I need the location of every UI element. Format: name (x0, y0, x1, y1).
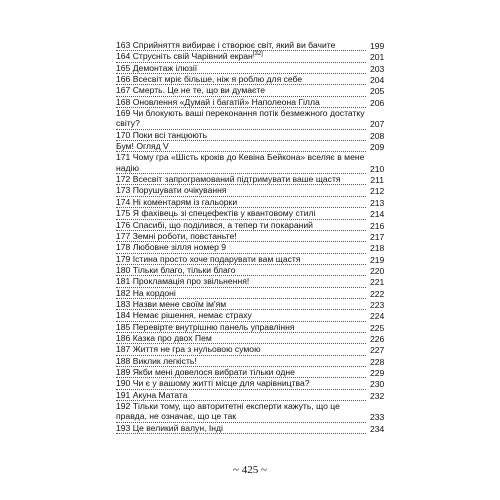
toc-entry-title-text: 193 Це великий валун, Інді (116, 422, 223, 433)
toc-entry (116, 288, 384, 299)
toc-entry (116, 322, 384, 333)
toc-entry (116, 85, 384, 96)
toc-entry (116, 423, 384, 434)
toc-entry-title-text: 165 Демонтаж ілюзії (116, 62, 198, 73)
toc-entry-page-number: 207 (370, 119, 385, 130)
toc-entry-page-number: 216 (370, 220, 385, 231)
toc-entry (116, 40, 384, 51)
toc-entry (116, 74, 384, 85)
toc-entry-title (116, 344, 366, 355)
toc-entry (116, 276, 384, 287)
toc-entry-page-number: 229 (370, 367, 385, 378)
toc-entry-title-text: 192 Тільки тому, що авторитетні експерти кажуть, що це правда, не означає, що це так (116, 401, 340, 422)
toc-entry-page-number: 203 (370, 63, 385, 74)
toc-entry-page-number: 221 (370, 277, 385, 288)
toc-entry-page-number: 233 (370, 412, 385, 423)
toc-entry-title (116, 254, 366, 265)
toc-entry-title (116, 265, 366, 276)
toc-entry-page-number: 206 (370, 97, 385, 108)
toc-entry-title-text: 167 Смерть. Це не те, що ви думаєте (116, 85, 266, 96)
toc-entry (116, 141, 384, 152)
toc-entry-page-number: 230 (370, 379, 385, 390)
toc-entry (116, 220, 384, 231)
toc-entry-title-text: 190 Чи є у вашому житті місце для чарівництва? (116, 378, 310, 389)
toc-entry-title (116, 141, 366, 152)
toc-entry (116, 208, 384, 219)
toc-entry-title (116, 378, 366, 389)
toc-entry (116, 390, 384, 401)
toc-entry-title-text: 187 Життя не гра з нульовою сумою (116, 344, 261, 355)
toc-entry-title-text: 179 Істина просто хоче подарувати вам щастя (116, 253, 301, 264)
toc-entry (116, 231, 384, 242)
toc-entry-title-text: 183 Назви мене своїм ім'ям (116, 298, 227, 309)
footnote-marker: [32] (252, 51, 263, 58)
toc-entry (116, 333, 384, 344)
toc-entry-title (116, 423, 366, 434)
toc-entry-title-text: 164 Струсніть свій Чарівний екран (116, 51, 253, 62)
toc-entry-title (116, 299, 366, 310)
toc-entry-title-text: 185 Перевірте внутрішню панель управління (116, 321, 295, 332)
toc-entry-title (116, 185, 366, 196)
toc-entry-title-text: 191 Акуна Матата (116, 389, 188, 400)
toc-entry-page-number: 222 (370, 288, 385, 299)
toc-entry (116, 152, 384, 174)
toc-entry-page-number: 224 (370, 311, 385, 322)
toc-entry-title (116, 197, 366, 208)
toc-entry (116, 367, 384, 378)
toc-entry-title-text: 186 Казка про двох Пем (116, 332, 212, 343)
toc-entry-title-text: 178 Любовне зілля номер 9 (116, 242, 227, 253)
toc-entry-title (116, 310, 366, 321)
toc-entry-page-number: 205 (370, 86, 385, 97)
toc-entry-page-number: 219 (370, 254, 385, 265)
toc-entry (116, 108, 384, 130)
toc-entry-title-text: 173 Порушувати очікування (116, 185, 227, 196)
toc-entry-title (116, 367, 366, 378)
toc-entry-page-number: 232 (370, 390, 385, 401)
toc-entry (116, 97, 384, 108)
toc-entry-title (116, 356, 366, 367)
toc-entry (116, 378, 384, 389)
toc-entry (116, 254, 384, 265)
toc-entry-title-text: Бум! Огляд V (116, 141, 169, 152)
toc-entry (116, 185, 384, 196)
toc-entry (116, 310, 384, 321)
toc-entry-title (116, 390, 366, 401)
toc-entry-title (116, 130, 366, 141)
toc-entry-title-text: 172 Всесвіт запрограмований підтримувати ваше щастя (116, 174, 341, 185)
toc-entry-title (116, 231, 366, 242)
toc-entry (116, 197, 384, 208)
page-number: ~ 425 ~ (233, 464, 267, 476)
toc-entry-title-text: 175 Я фахівець зі спецефектів у квантовому стилі (116, 208, 316, 219)
toc-entry-page-number: 214 (370, 209, 385, 220)
toc-entry-title (116, 152, 366, 174)
toc-entry-title (116, 322, 366, 333)
toc-entry-page-number: 201 (370, 52, 385, 63)
toc-entry-title (116, 242, 366, 253)
toc-entry-page-number: 218 (370, 243, 385, 254)
toc-entry-title-text: 181 Проклам‎ація про звільнення! (116, 276, 250, 287)
toc-entry-page-number: 228 (370, 356, 385, 367)
toc-entry-title (116, 288, 366, 299)
toc-entry-page-number: 234 (370, 423, 385, 434)
toc-entry-page-number: 217 (370, 231, 385, 242)
toc-entry-title (116, 333, 366, 344)
toc-entry-page-number: 208 (370, 130, 385, 141)
toc-entry (116, 174, 384, 185)
toc-entry-page-number: 213 (370, 197, 385, 208)
toc-entry (116, 51, 384, 62)
toc-entry (116, 242, 384, 253)
toc-entry-page-number: 226 (370, 333, 385, 344)
toc-entry-title (116, 174, 366, 185)
toc-entry-title (116, 108, 366, 130)
toc-entry-title (116, 51, 366, 62)
toc-entry-title (116, 74, 366, 85)
toc-entry-title (116, 220, 366, 231)
toc-entry (116, 63, 384, 74)
toc-entry-title-text: 169 Чи блокують ваші переконання потік безмежного достатку світу? (116, 108, 365, 129)
toc-entry-title-text: 174 Ні коментарям із гальорки (116, 196, 238, 207)
toc-entry-page-number: 225 (370, 322, 385, 333)
toc-entry-title-text: 180 Тільки благо, тільки благо (116, 264, 236, 275)
toc-entry-page-number: 204 (370, 75, 385, 86)
toc-entry-page-number: 210 (370, 163, 385, 174)
toc-entry-title (116, 401, 366, 423)
toc-entry-page-number: 212 (370, 186, 385, 197)
toc-entry-title-text: 168 Оновлення «Думай і багатій» Наполеона Гілла (116, 96, 320, 107)
toc-entry-title (116, 63, 366, 74)
toc-entry-title-text: 182 На кордоні (116, 287, 176, 298)
toc-entry (116, 344, 384, 355)
toc-entry-title (116, 85, 366, 96)
toc-entry (116, 265, 384, 276)
toc-entry-title-text: 184 Немає рішення, немає страху (116, 310, 252, 321)
toc-entry-page-number: 199 (370, 41, 385, 51)
toc-entry-page-number: 209 (370, 142, 385, 153)
toc-entry-title-text: 171 Чому гра «Шість кроків до Кевіна Бейкона» вселяє в мене надію (116, 152, 365, 173)
toc-entry-title (116, 97, 366, 108)
toc-entry-title-text: 170 Поки всі танцюють (116, 129, 208, 140)
toc-entry (116, 401, 384, 423)
toc-entry-page-number: 211 (370, 175, 384, 186)
toc-entry-title-text: 189 Якби мені довелося вибрати тільки одне (116, 366, 295, 377)
toc-entry-title-text: 163 Сприйняття вибирає і створює світ, який ви бачите (116, 40, 336, 50)
toc-entry-title (116, 40, 366, 51)
toc-entry-title (116, 208, 366, 219)
table-of-contents (116, 40, 384, 434)
toc-entry-page-number: 220 (370, 265, 385, 276)
toc-entry (116, 130, 384, 141)
toc-entry (116, 299, 384, 310)
toc-entry-page-number: 227 (370, 345, 385, 356)
toc-entry (116, 356, 384, 367)
toc-entry-title (116, 276, 366, 287)
toc-entry-page-number: 223 (370, 299, 385, 310)
toc-entry-title-text: 188 Виклик легкість! (116, 355, 197, 366)
toc-entry-title-text: 176 Спасибі, що поділився, а тепер ти покараний (116, 219, 313, 230)
toc-entry-title-text: 166 Всесвіт мріє більше, ніж я роблю для себе (116, 74, 303, 85)
toc-entry-title-text: 177 Земні роботи, повстаньте! (116, 230, 237, 241)
